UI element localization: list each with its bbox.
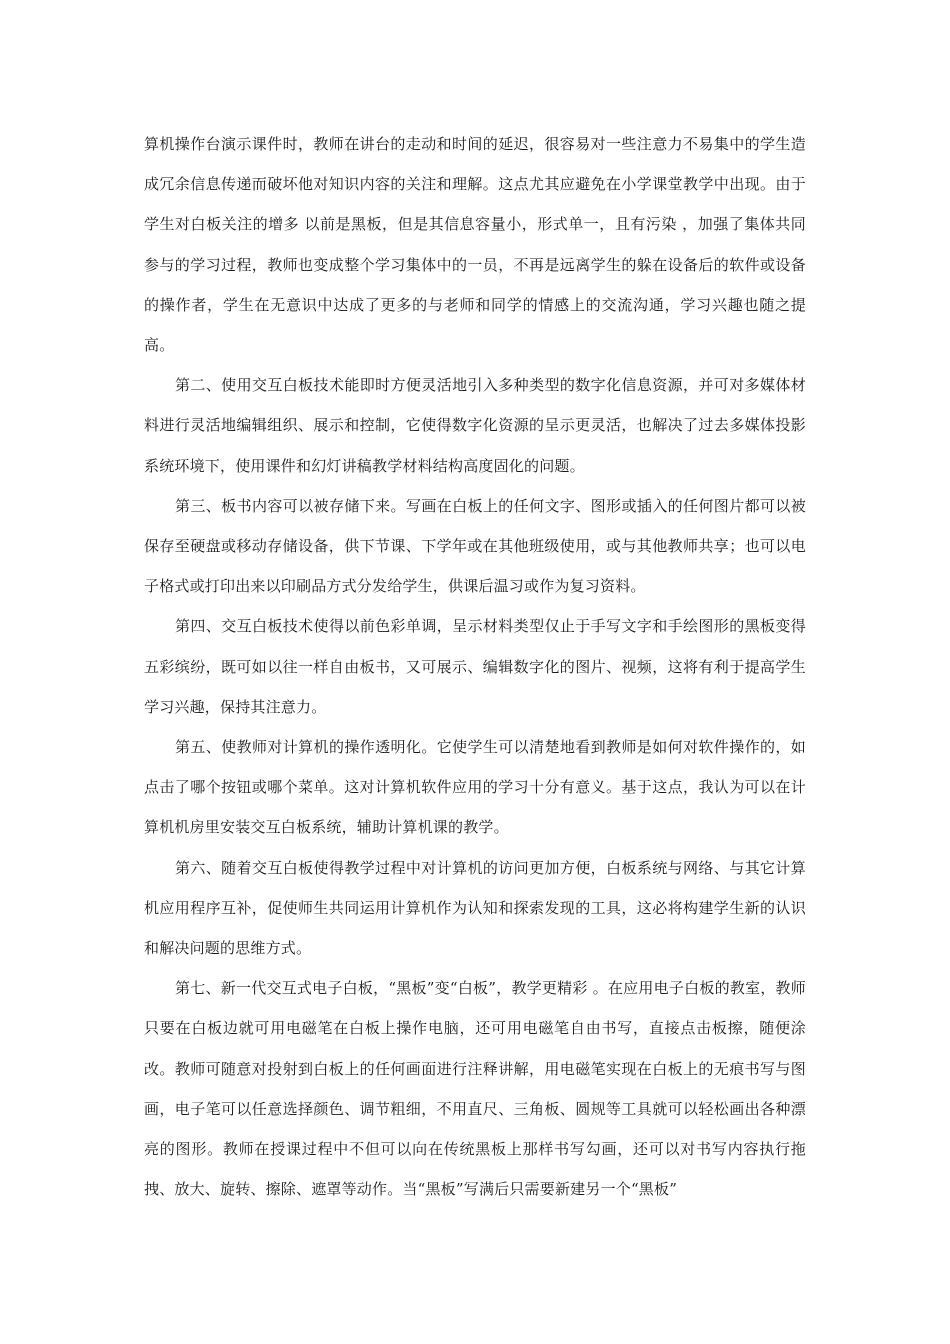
document-body — [144, 124, 806, 1209]
paragraph-point-two: 第二、使用交互白板技术能即时方便灵活地引入多种类型的数字化信息资源，并可对多媒体材料进行灵活地编辑组织、展示和控制，它使得数字化资源的呈示更灵活，也解决了过去多媒体投影系统环境下，使用课件和幻灯讲稿教学材料结构高度固化的问题。 — [144, 376, 806, 475]
paragraph-point-six: 第六、随着交互白板使得教学过程中对计算机的访问更加方便，白板系统与网络、与其它计算机应用程序互补，促使师生共同运用计算机作为认知和探索发现的工具，这必将构建学生新的认识和解决问题的思维方式。 — [144, 858, 806, 958]
paragraph-point-seven: 第七、新一代交互式电子白板，“黑板”变“白板”，教学更精彩 。在应用电子白板的教室，教师只要在白板边就可用电磁笔在白板上操作电脑，还可用电磁笔自由书写，直接点击板擦，随便涂改。教师可随意对投射到白板上的任何画面进行注释讲解，用电磁笔实现在白板上的无痕书写与图画，电子笔可以任意选择颜色、调节粗细，不用直尺、三角板、圆规等工具就可以轻松画出各种漂亮的图形。教师在授课过程中不但可以向在传统黑板上那样书写勾画，还可以对书写内容执行拖拽、放大、旋转、擦除、遮罩等动作。当“黑板”写满后只需要新建另一个“黑板” — [144, 979, 806, 1199]
paragraph-continuation: 算机操作台演示课件时，教师在讲台的走动和时间的延迟，很容易对一些注意力不易集中的学生造成冗余信息传递而破坏他对知识内容的关注和理解。这点尤其应避免在小学课堂教学中出现。由于学生对白板关注的增多 以前是黑板，但是其信息容量小，形式单一，且有污染 ，加强了集体共同参与的学习过程，教师也变成整个学习集体中的一员，不再是远离学生的躲在设备后的软件或设备的操作者，学生在无意识中达成了更多的与老师和同学的情感上的交流沟通，学习兴趣也随之提高。 — [144, 135, 806, 355]
paragraph-point-three: 第三、板书内容可以被存储下来。写画在白板上的任何文字、图形或插入的任何图片都可以被保存至硬盘或移动存储设备，供下节课、下学年或在其他班级使用，或与其他教师共享；也可以电子格式或打印出来以印刷品方式分发给学生，供课后温习或作为复习资料。 — [144, 496, 806, 596]
paragraph-point-five: 第五、使教师对计算机的操作透明化。它使学生可以清楚地看到教师是如何对软件操作的，如点击了哪个按钮或哪个菜单。这对计算机软件应用的学习十分有意义。基于这点，我认为可以在计算机机房里安装交互白板系统，辅助计算机课的教学。 — [144, 738, 806, 837]
paragraph-point-four: 第四、交互白板技术使得以前色彩单调，呈示材料类型仅止于手写文字和手绘图形的黑板变得五彩缤纷，既可如以往一样自由板书，又可展示、编辑数字化的图片、视频，这将有利于提高学生学习兴趣，保持其注意力。 — [144, 617, 806, 716]
